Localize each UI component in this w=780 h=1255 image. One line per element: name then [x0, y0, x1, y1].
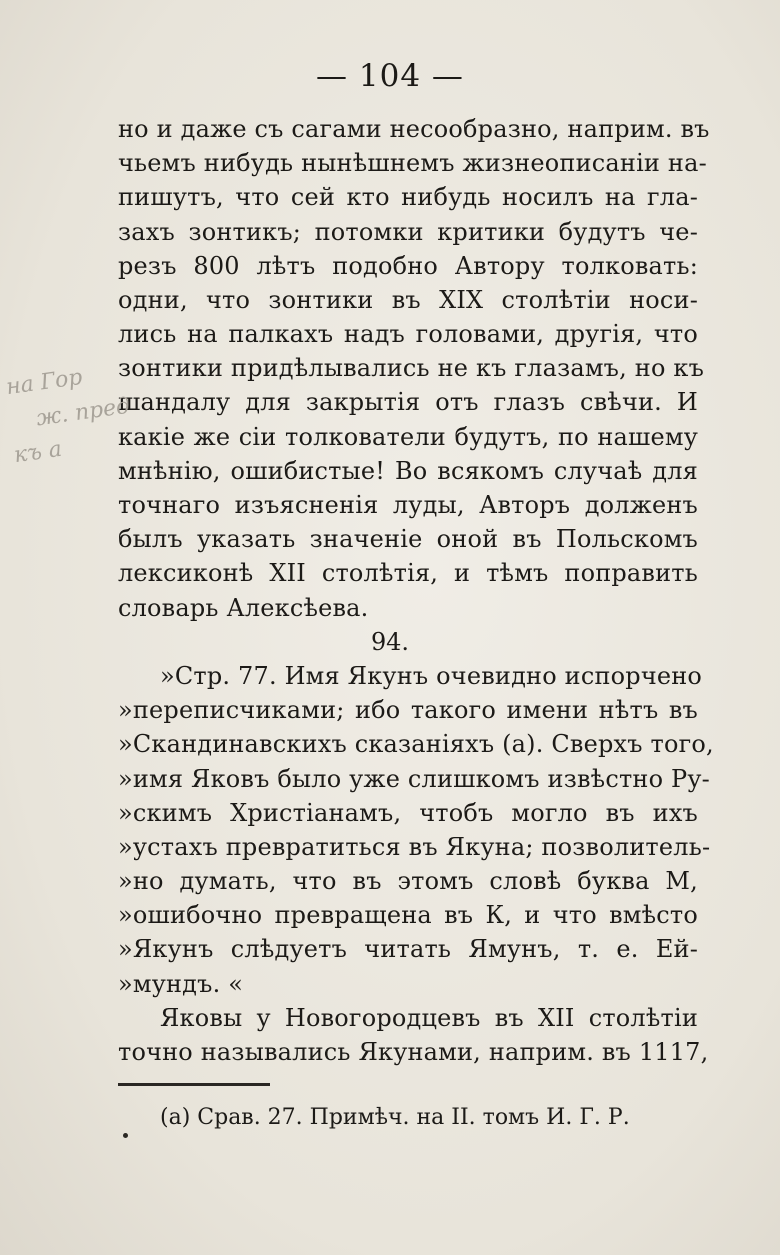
section-number: 94. [370, 627, 410, 656]
ink-mark [123, 1133, 128, 1138]
text-line: резъ 800 лѣтъ подобно Автору толковать: [118, 251, 698, 280]
text-line: мнѣнію, ошибистые! Во всякомъ случаѣ для [118, 456, 698, 485]
text-line: но и даже съ сагами несообразно, наприм. въ [118, 115, 710, 143]
quote-line: »Якунъ слѣдуетъ читать Ямунъ, т. е. Ей- [118, 935, 698, 964]
quote-line: »ошибочно превращена въ К, и что вмѣсто [118, 901, 698, 930]
text-line: захъ зонтикъ; потомки критики будутъ че- [118, 217, 698, 246]
text-line: Яковы у Новогородцевъ въ XII столѣтіи [160, 1003, 698, 1032]
quote-line: »Скандинавскихъ сказаніяхъ (а). Сверхъ того, [118, 730, 714, 759]
text-line: какіе же сіи толкователи будутъ, по нашему [118, 422, 698, 451]
text-line: зонтики придѣлывались не къ глазамъ, но къ [118, 354, 705, 383]
quote-line: »скимъ Христіанамъ, чтобъ могло въ ихъ [118, 798, 698, 827]
text-line: лексиконѣ XII столѣтія, и тѣмъ поправить [118, 559, 698, 588]
quote-line: »но думать, что въ этомъ словѣ буква М, [118, 867, 698, 896]
text-line: точно назывались Якунами, наприм. въ 1117, [118, 1038, 709, 1066]
quote-line: »Стр. 77. Имя Якунъ очевидно испорчено [160, 661, 703, 690]
footnote: (а) Срав. 27. Примѣч. на II. томъ И. Г. Р. [160, 1105, 630, 1130]
text-line: точнаго изъясненія луды, Авторъ долженъ [118, 491, 698, 520]
text-line: шандалу для закрытія отъ глазъ свѣчи. И [118, 388, 698, 417]
quote-line: »устахъ превратиться въ Якуна; позволитель- [118, 832, 711, 861]
text-line: былъ указать значеніе оной въ Польскомъ [118, 525, 698, 554]
text-line: чьемъ нибудь нынѣшнемъ жизнеописаніи на- [118, 149, 707, 178]
text-line: пишутъ, что сей кто нибудь носилъ на гла- [118, 183, 698, 212]
margin-note: къ а [12, 436, 64, 469]
margin-note: ж. пред [34, 393, 132, 432]
quote-line: »имя Яковъ было уже слишкомъ извѣстно Ру- [118, 764, 710, 793]
text-line: лись на палкахъ надъ головами, другія, что [118, 320, 698, 349]
page-number: — 104 — [316, 58, 464, 94]
footnote-divider [118, 1083, 270, 1086]
text-line: одни, что зонтики въ XIX столѣтіи носи- [118, 285, 698, 314]
margin-note: на Гор [4, 364, 84, 401]
text-line: словарь Алексѣева. [118, 593, 369, 622]
quote-line: »переписчиками; ибо такого имени нѣтъ въ [118, 696, 698, 725]
quote-line: »мундъ. « [118, 969, 244, 998]
